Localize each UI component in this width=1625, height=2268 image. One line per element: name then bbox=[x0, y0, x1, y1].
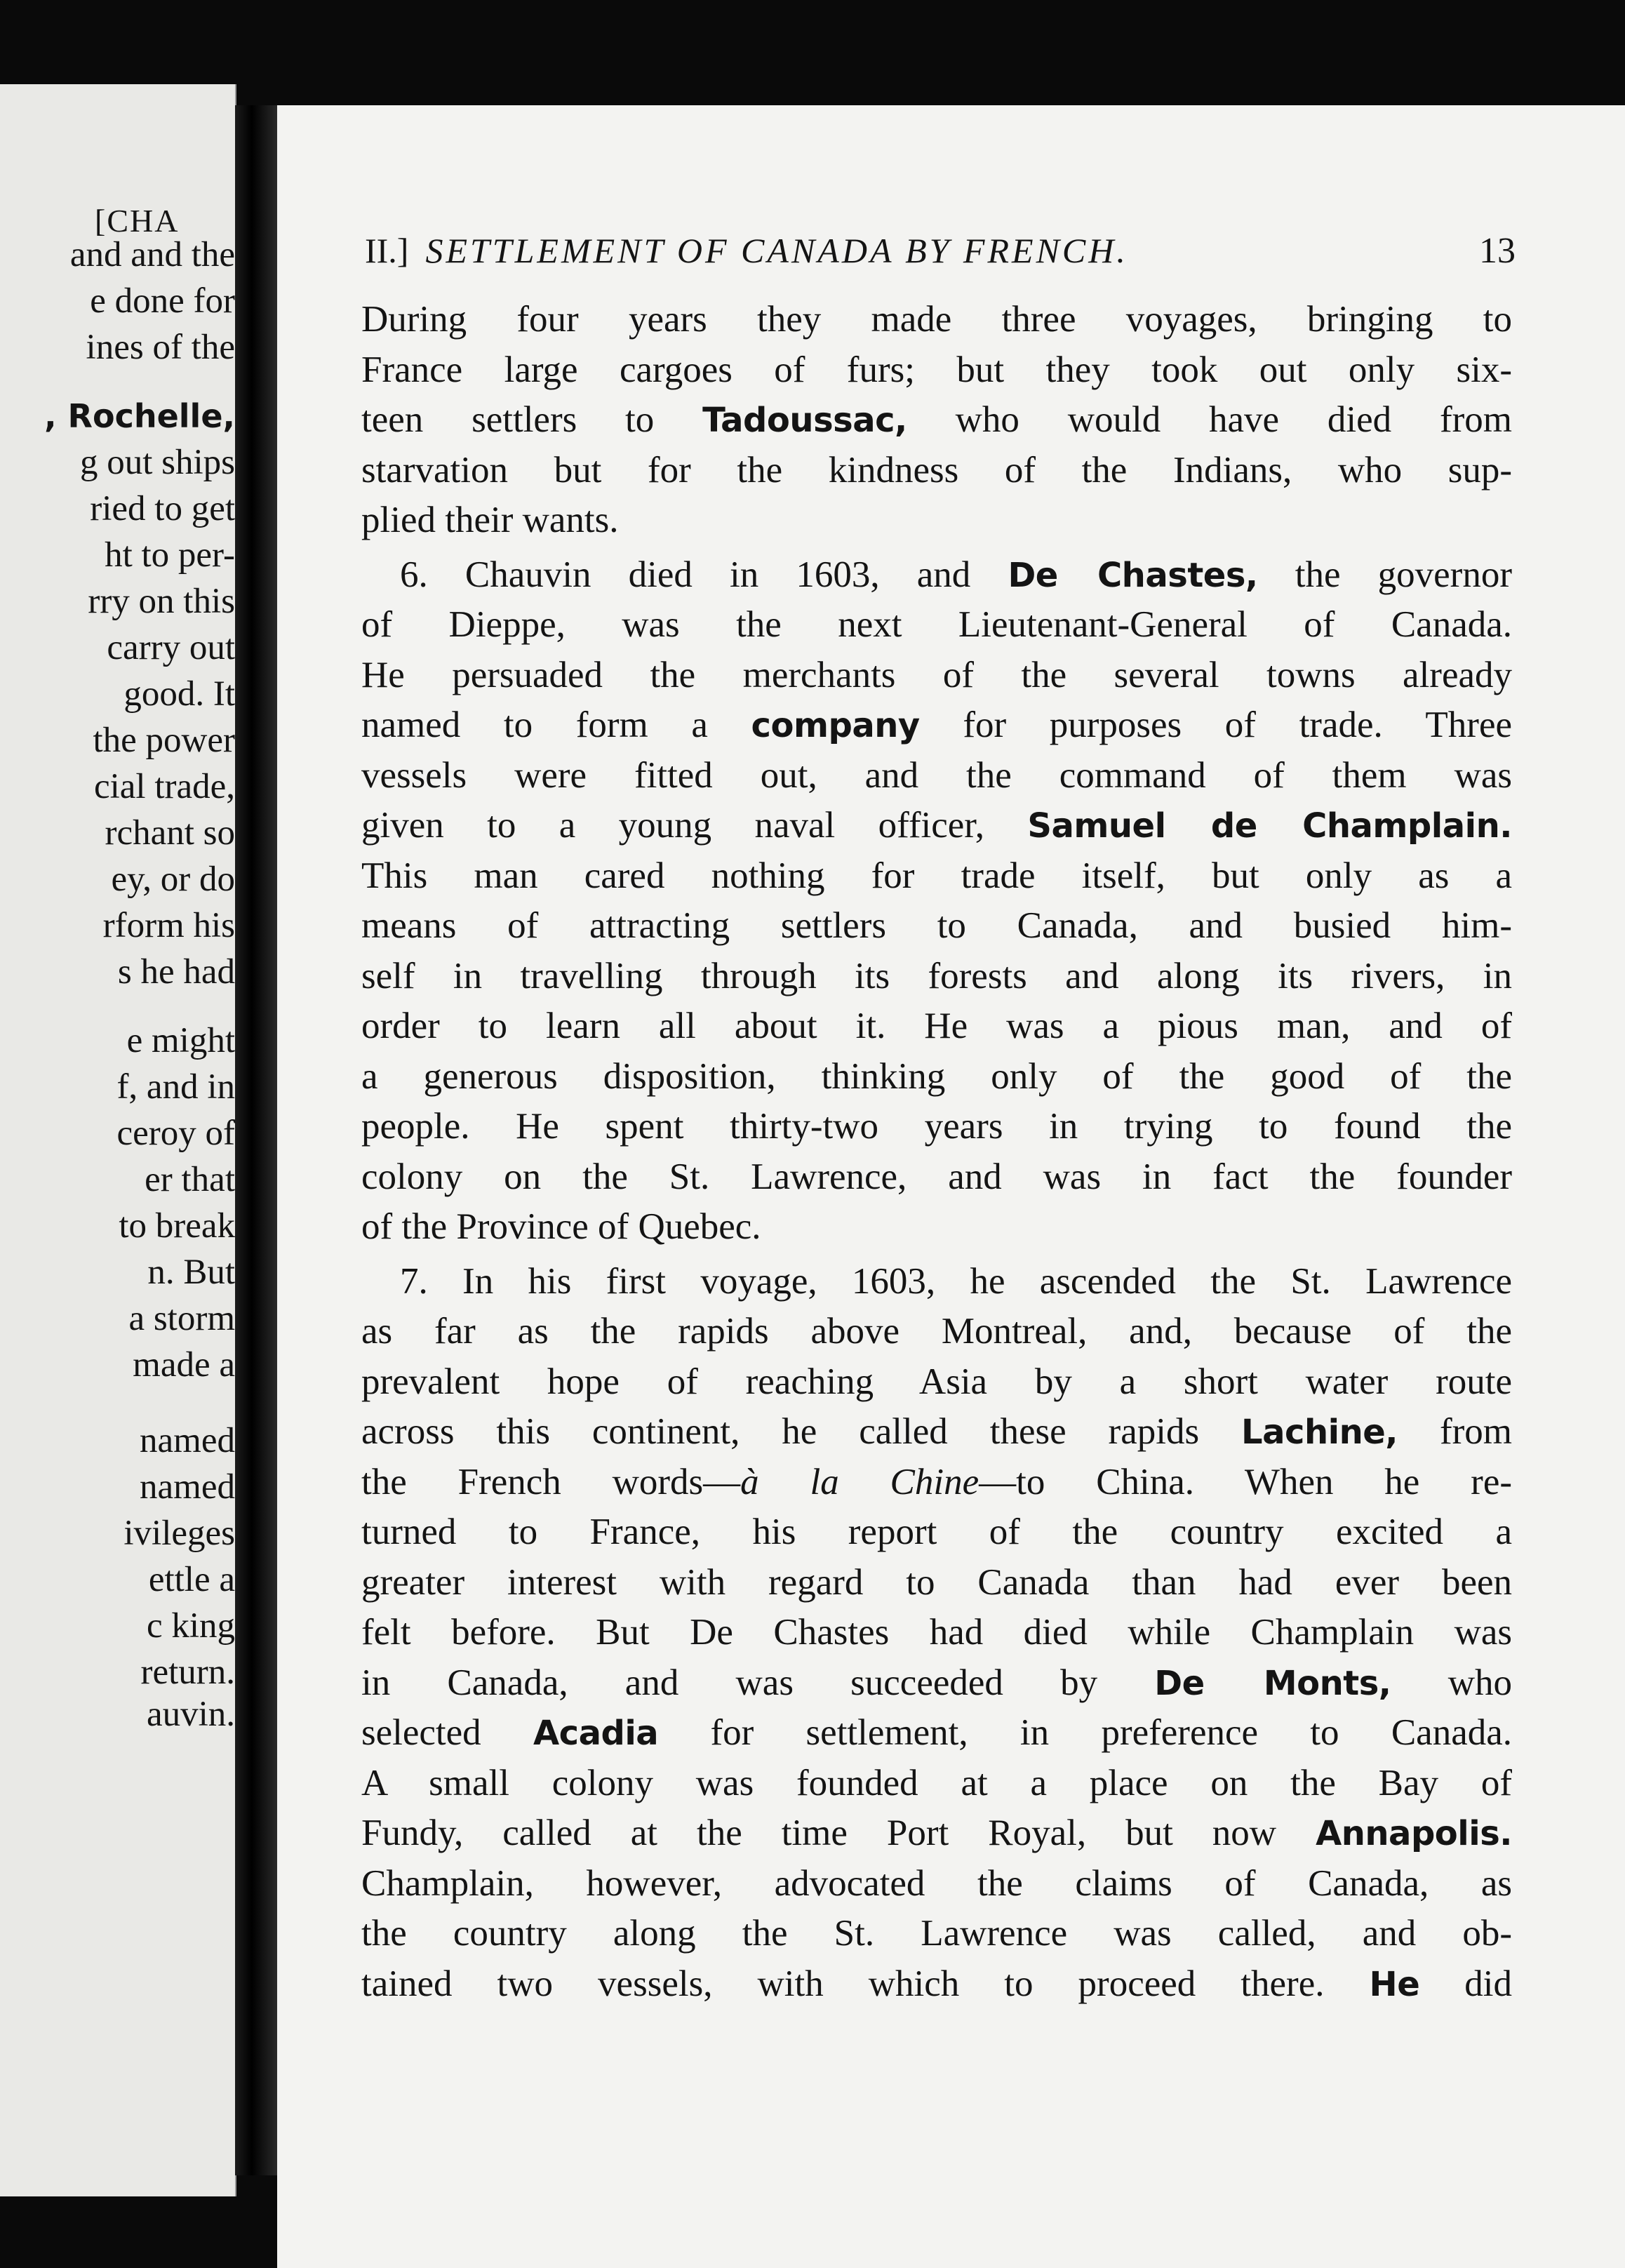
text-line bbox=[361, 651, 1512, 701]
text-run: the country along the St. Lawrence was called, and ob- bbox=[361, 1913, 1512, 1954]
facing-page-header: [CHA bbox=[95, 203, 180, 239]
text-run: did bbox=[1419, 1963, 1512, 2004]
facing-page-line: auvin. bbox=[146, 1695, 235, 1734]
text-run: given to a young naval officer, bbox=[361, 805, 1028, 846]
text-line bbox=[361, 700, 1512, 751]
facing-page-line: the power bbox=[93, 721, 235, 760]
facing-page-line: s he had bbox=[117, 952, 235, 992]
text-run: the French words— bbox=[361, 1461, 741, 1502]
header-title: SETTLEMENT OF CANADA BY FRENCH. bbox=[425, 231, 1128, 270]
text-run: starvation but for the kindness of the Indians, who sup- bbox=[361, 449, 1512, 491]
text-run: He persuaded the merchants of the several towns already bbox=[361, 654, 1512, 695]
facing-page-line: to break bbox=[119, 1206, 235, 1246]
bold-term: He bbox=[1369, 1964, 1420, 2004]
text-line bbox=[361, 1558, 1512, 1608]
bold-term: Acadia bbox=[533, 1714, 659, 1753]
text-line bbox=[361, 801, 1512, 851]
text-line bbox=[361, 1507, 1512, 1558]
page-number: 13 bbox=[1479, 231, 1516, 271]
section-number: II.] bbox=[365, 231, 409, 270]
facing-page-line: n. But bbox=[147, 1253, 235, 1292]
facing-page-line: , Rochelle, bbox=[44, 397, 235, 435]
text-run: Champlain, however, advocated the claims of Canada, as bbox=[361, 1862, 1512, 1904]
bold-term: De Monts, bbox=[1154, 1663, 1391, 1703]
text-run: for purposes of trade. Three bbox=[919, 705, 1512, 745]
text-line bbox=[361, 495, 1512, 546]
facing-page-line: rry on this bbox=[88, 582, 235, 621]
text-run: vessels were fitted out, and the command of them was bbox=[361, 754, 1512, 796]
text-line bbox=[361, 1457, 1512, 1508]
text-run: who bbox=[1391, 1662, 1512, 1703]
text-line bbox=[361, 446, 1512, 496]
facing-page-line: e done for bbox=[90, 281, 235, 321]
facing-page-line: rchant so bbox=[105, 813, 235, 853]
text-line bbox=[361, 600, 1512, 651]
text-line bbox=[361, 1608, 1512, 1658]
text-run: in Canada, and was succeeded by bbox=[361, 1662, 1155, 1703]
book-spine bbox=[235, 105, 277, 2175]
facing-page-line: carry out bbox=[107, 628, 235, 667]
text-run: A small colony was founded at a place on the Bay of bbox=[361, 1762, 1512, 1803]
facing-page-line: a storm bbox=[128, 1299, 235, 1338]
text-run: greater interest with regard to Canada than had ever been bbox=[361, 1561, 1512, 1603]
text-run: colony on the St. Lawrence, and was in fact the founder bbox=[361, 1156, 1512, 1197]
text-line bbox=[361, 1152, 1512, 1203]
facing-page-line: er that bbox=[145, 1160, 235, 1199]
text-run: turned to France, his report of the country excited a bbox=[361, 1512, 1512, 1552]
text-line bbox=[361, 1052, 1512, 1102]
text-line bbox=[361, 295, 1512, 345]
facing-page-line: made a bbox=[133, 1345, 235, 1385]
facing-page-line: named bbox=[140, 1467, 235, 1507]
text-run: plied their wants. bbox=[361, 500, 619, 540]
text-line bbox=[361, 952, 1512, 1002]
text-line bbox=[361, 751, 1512, 801]
facing-page bbox=[0, 84, 236, 2196]
running-header bbox=[365, 230, 1516, 272]
facing-page-line: ivileges bbox=[123, 1514, 235, 1553]
facing-page-line: ettle a bbox=[148, 1560, 235, 1599]
text-run: prevalent hope of reaching Asia by a short water route bbox=[361, 1361, 1512, 1402]
text-run: named to form a bbox=[361, 705, 751, 745]
text-run: During four years they made three voyages, bringing to bbox=[361, 299, 1512, 340]
text-line bbox=[361, 1708, 1512, 1759]
bold-term: Lachine, bbox=[1241, 1413, 1398, 1452]
facing-page-line: ht to per- bbox=[105, 535, 235, 575]
text-line bbox=[361, 345, 1512, 396]
facing-page-line: g out ships bbox=[79, 443, 235, 482]
text-run: France large cargoes of furs; but they took out only six- bbox=[361, 349, 1512, 390]
text-run: as far as the rapids above Montreal, and, because of the bbox=[361, 1311, 1512, 1352]
facing-page-line: ried to get bbox=[90, 489, 235, 528]
text-line bbox=[361, 1808, 1512, 1859]
facing-page-line: good. It bbox=[123, 674, 235, 714]
facing-page-line: e might bbox=[126, 1021, 235, 1060]
text-line bbox=[361, 1959, 1512, 2010]
text-run: Fundy, called at the time Port Royal, but now bbox=[361, 1813, 1316, 1853]
facing-page-line: rform his bbox=[102, 906, 235, 945]
text-line bbox=[361, 1357, 1512, 1408]
text-line bbox=[361, 1658, 1512, 1709]
text-run: for settlement, in preference to Canada. bbox=[658, 1712, 1512, 1753]
text-run: of the Province of Quebec. bbox=[361, 1206, 761, 1247]
text-line bbox=[361, 901, 1512, 952]
text-line bbox=[361, 1307, 1512, 1357]
text-run: teen settlers to bbox=[361, 399, 703, 440]
text-run: felt before. But De Chastes had died while Champlain was bbox=[361, 1612, 1512, 1653]
italic-phrase: à la Chine bbox=[740, 1461, 979, 1502]
bold-term: Samuel de Champlain. bbox=[1027, 806, 1512, 846]
text-run: means of attracting settlers to Canada, and busied him- bbox=[361, 905, 1512, 946]
text-run: across this continent, he called these rapids bbox=[361, 1411, 1242, 1452]
facing-page-line: cial trade, bbox=[93, 767, 235, 806]
facing-page-line: ceroy of bbox=[116, 1114, 235, 1153]
text-line bbox=[361, 1202, 1512, 1253]
text-line bbox=[361, 851, 1512, 902]
text-line bbox=[361, 550, 1512, 601]
bold-term: De Chastes, bbox=[1008, 555, 1258, 595]
text-run: —to China. When he re- bbox=[979, 1461, 1512, 1502]
running-header-title bbox=[365, 230, 1128, 271]
book-page bbox=[277, 105, 1625, 2268]
text-line bbox=[361, 1257, 1512, 1307]
text-run: This man cared nothing for trade itself, but only as a bbox=[361, 855, 1512, 896]
text-line bbox=[361, 1859, 1512, 1909]
text-run: selected bbox=[361, 1712, 533, 1753]
text-run: 6. Chauvin died in 1603, and bbox=[400, 554, 1008, 595]
facing-page-line: c king bbox=[146, 1606, 235, 1646]
facing-page-line: ey, or do bbox=[111, 860, 235, 899]
text-run: a generous disposition, thinking only of the good of the bbox=[361, 1055, 1512, 1097]
facing-page-line: ines of the bbox=[86, 328, 235, 367]
text-line bbox=[361, 1759, 1512, 1809]
text-run: who would have died from bbox=[907, 399, 1512, 440]
bold-term: Annapolis. bbox=[1316, 1814, 1512, 1853]
text-run: of Dieppe, was the next Lieutenant-General of Canada. bbox=[361, 604, 1512, 645]
text-line bbox=[361, 395, 1512, 446]
bold-term: Tadoussac, bbox=[702, 401, 907, 440]
bold-term: company bbox=[751, 706, 920, 745]
facing-page-line: f, and in bbox=[116, 1067, 235, 1107]
text-line bbox=[361, 1909, 1512, 1959]
text-run: the governor bbox=[1257, 554, 1512, 595]
text-run: order to learn all about it. He was a pious man, and of bbox=[361, 1006, 1512, 1046]
text-line bbox=[361, 1001, 1512, 1052]
text-run: tained two vessels, with which to proceed there. bbox=[361, 1963, 1370, 2004]
text-line bbox=[361, 1407, 1512, 1457]
facing-page-line: named bbox=[140, 1421, 235, 1460]
text-line bbox=[361, 1102, 1512, 1152]
facing-page-line: and and the bbox=[69, 235, 235, 274]
text-run: from bbox=[1398, 1411, 1512, 1452]
body-text bbox=[361, 295, 1512, 2009]
text-run: 7. In his first voyage, 1603, he ascended the St. Lawrence bbox=[400, 1260, 1512, 1302]
text-run: self in travelling through its forests and along its rivers, in bbox=[361, 955, 1512, 996]
facing-page-line: return. bbox=[140, 1653, 235, 1692]
text-run: people. He spent thirty-two years in trying to found the bbox=[361, 1106, 1512, 1147]
